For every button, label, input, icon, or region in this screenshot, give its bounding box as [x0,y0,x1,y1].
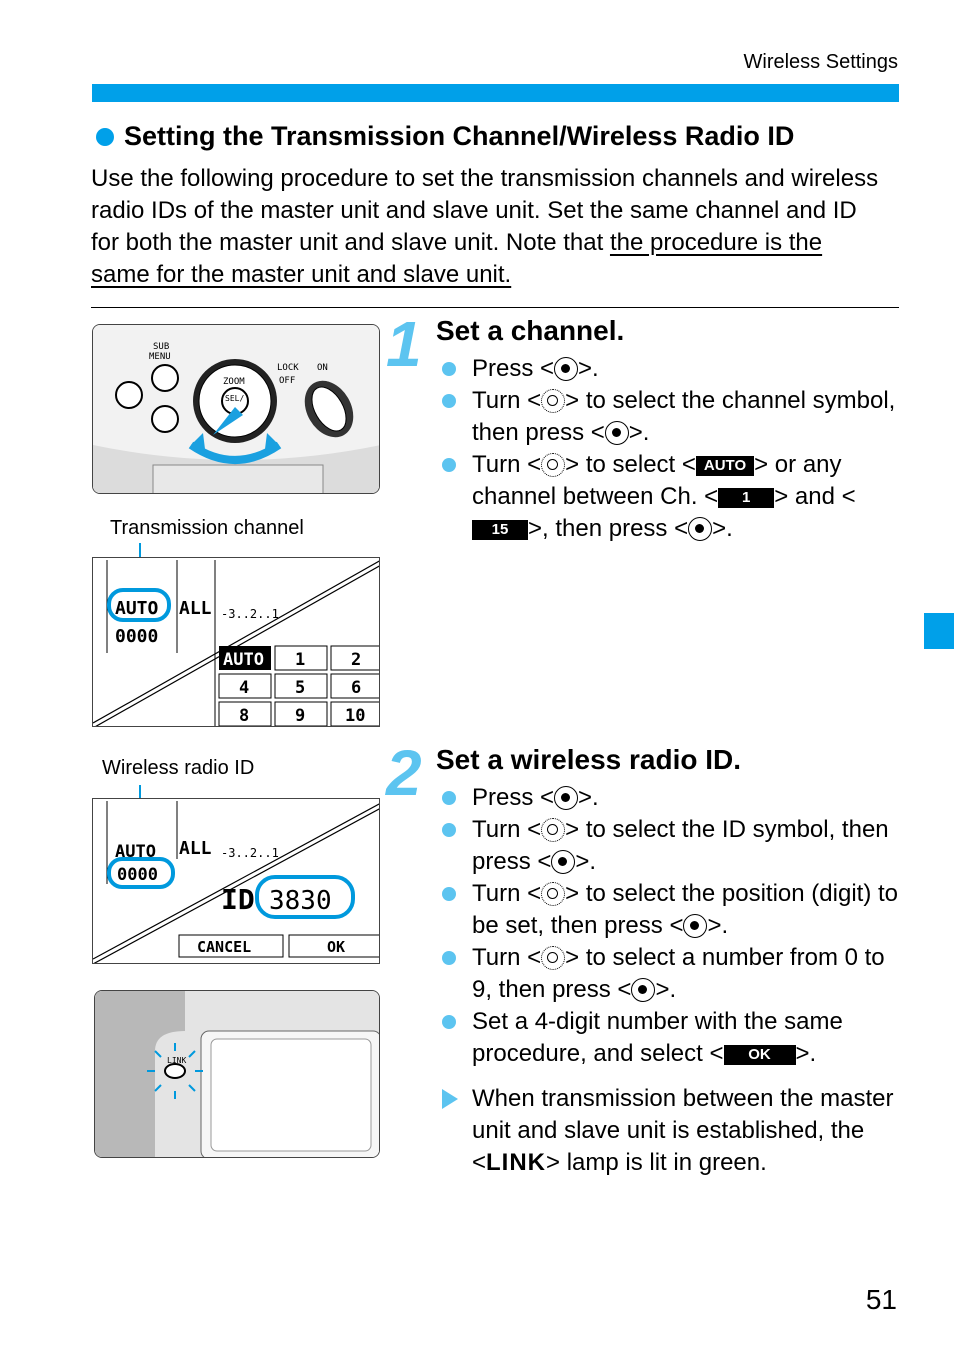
set-button-icon [688,517,712,541]
sel-label: SEL/ [225,394,245,403]
grid-cell: 5 [295,678,306,698]
lcd2-scale: -3..2..1 [221,846,279,860]
flash-control-panel-drawing [93,325,380,494]
lcd2-id: 0000 [117,865,158,885]
channel-15-chip: 15 [472,520,528,540]
step-2-instructions [436,782,898,1070]
lcd-channel-drawing [93,558,380,727]
channel-grid [219,646,380,726]
list-item: Turn < > to select < AUTO > or any channel between Ch. < 1 > and <15 >, then press < >. [436,449,896,545]
intro-underlined-text: the procedure is the same for the master unit and slave unit. [91,229,823,288]
list-item: Turn < > to select the ID symbol, then press < >. [436,814,898,878]
step-2-title: Set a wireless radio ID. [436,744,742,775]
link-lamp-drawing [95,991,380,1158]
list-item: Turn < > to select a number from 0 to 9, then press < >. [436,942,898,1006]
grid-cell: 6 [351,678,362,698]
intro-text: Use the following procedure to set the transmission channels and wireless radio IDs of the master unit and slave unit. Set the same channel and ID for both the master unit and slave unit. Note that [91,165,879,256]
dial-icon [541,818,565,842]
auto-chip: AUTO [696,456,754,476]
lcd1-all: ALL [179,598,212,619]
lcd1-scale: -3..2..1 [221,607,279,621]
lcd-id-screen [92,798,380,964]
list-item: Set a 4-digit number with the same procedure, and select < OK >. [436,1006,898,1070]
lcd2-all: ALL [179,838,212,859]
bullet-circle-icon [96,128,114,146]
link-lamp-figure [94,990,380,1158]
grid-cell: 2 [351,650,362,670]
dial-icon [541,453,565,477]
step-number-2: 2 [386,737,422,809]
set-button-icon [551,850,575,874]
list-item: Press < >. [436,353,896,385]
caption-transmission-channel: Transmission channel [110,517,304,539]
set-button-icon [554,786,578,810]
step-1-title: Set a channel. [436,315,625,346]
set-button-icon [605,421,629,445]
on-label: ON [317,363,328,373]
dial-icon [541,882,565,906]
lcd1-auto: AUTO [115,598,159,619]
grid-cell: 1 [295,650,306,670]
section-title-text: Setting the Transmission Channel/Wireless Radio ID [124,121,795,151]
chapter-tab [924,613,954,649]
menu-label: MENU [149,352,171,362]
set-button-icon [631,978,655,1002]
lcd2-auto: AUTO [115,842,156,862]
caption-wireless-radio-id: Wireless radio ID [102,757,255,779]
lcd-channel-screen [92,557,380,727]
header-bar [92,84,899,102]
lcd2-ok: OK [327,938,346,956]
lock-label: LOCK [277,363,299,373]
lcd2-id-label: ID [221,883,255,916]
zoom-label: ZOOM [223,377,245,387]
step-number-1: 1 [386,308,422,380]
lcd-id-drawing [93,799,380,964]
grid-cell: 4 [239,678,250,698]
grid-cell: 10 [345,706,366,726]
list-item: Press < >. [436,782,898,814]
flash-control-panel-figure [92,324,380,494]
sub-label: SUB [153,342,170,352]
grid-cell: 8 [239,706,250,726]
grid-cell: 9 [295,706,306,726]
step-1-instructions [436,353,896,545]
section-title [96,121,794,152]
set-button-icon [683,914,707,938]
dial-icon [541,946,565,970]
grid-cell: AUTO [223,650,264,670]
dial-icon [541,389,565,413]
lcd2-id-value: 3830 [269,886,332,916]
list-item: Turn < > to select the channel symbol, then press < >. [436,385,896,449]
intro-paragraph [91,163,881,291]
step-2-result: When transmission between the master unit and slave unit is established, the <LINK> lamp is lit in green. [436,1083,932,1179]
off-label: OFF [279,376,296,386]
lcd2-cancel: CANCEL [197,938,252,956]
running-header: Wireless Settings [743,51,898,73]
lcd1-id: 0000 [115,626,159,647]
page-number: 51 [865,1284,897,1315]
link-lamp-symbol: LINK [486,1149,547,1176]
section-divider [91,307,899,308]
ok-chip: OK [724,1045,796,1065]
list-item: Turn < > to select the position (digit) to be set, then press < >. [436,878,898,942]
channel-1-chip: 1 [718,488,774,508]
link-lamp-label: LINK [167,1056,187,1065]
set-button-icon [554,357,578,381]
